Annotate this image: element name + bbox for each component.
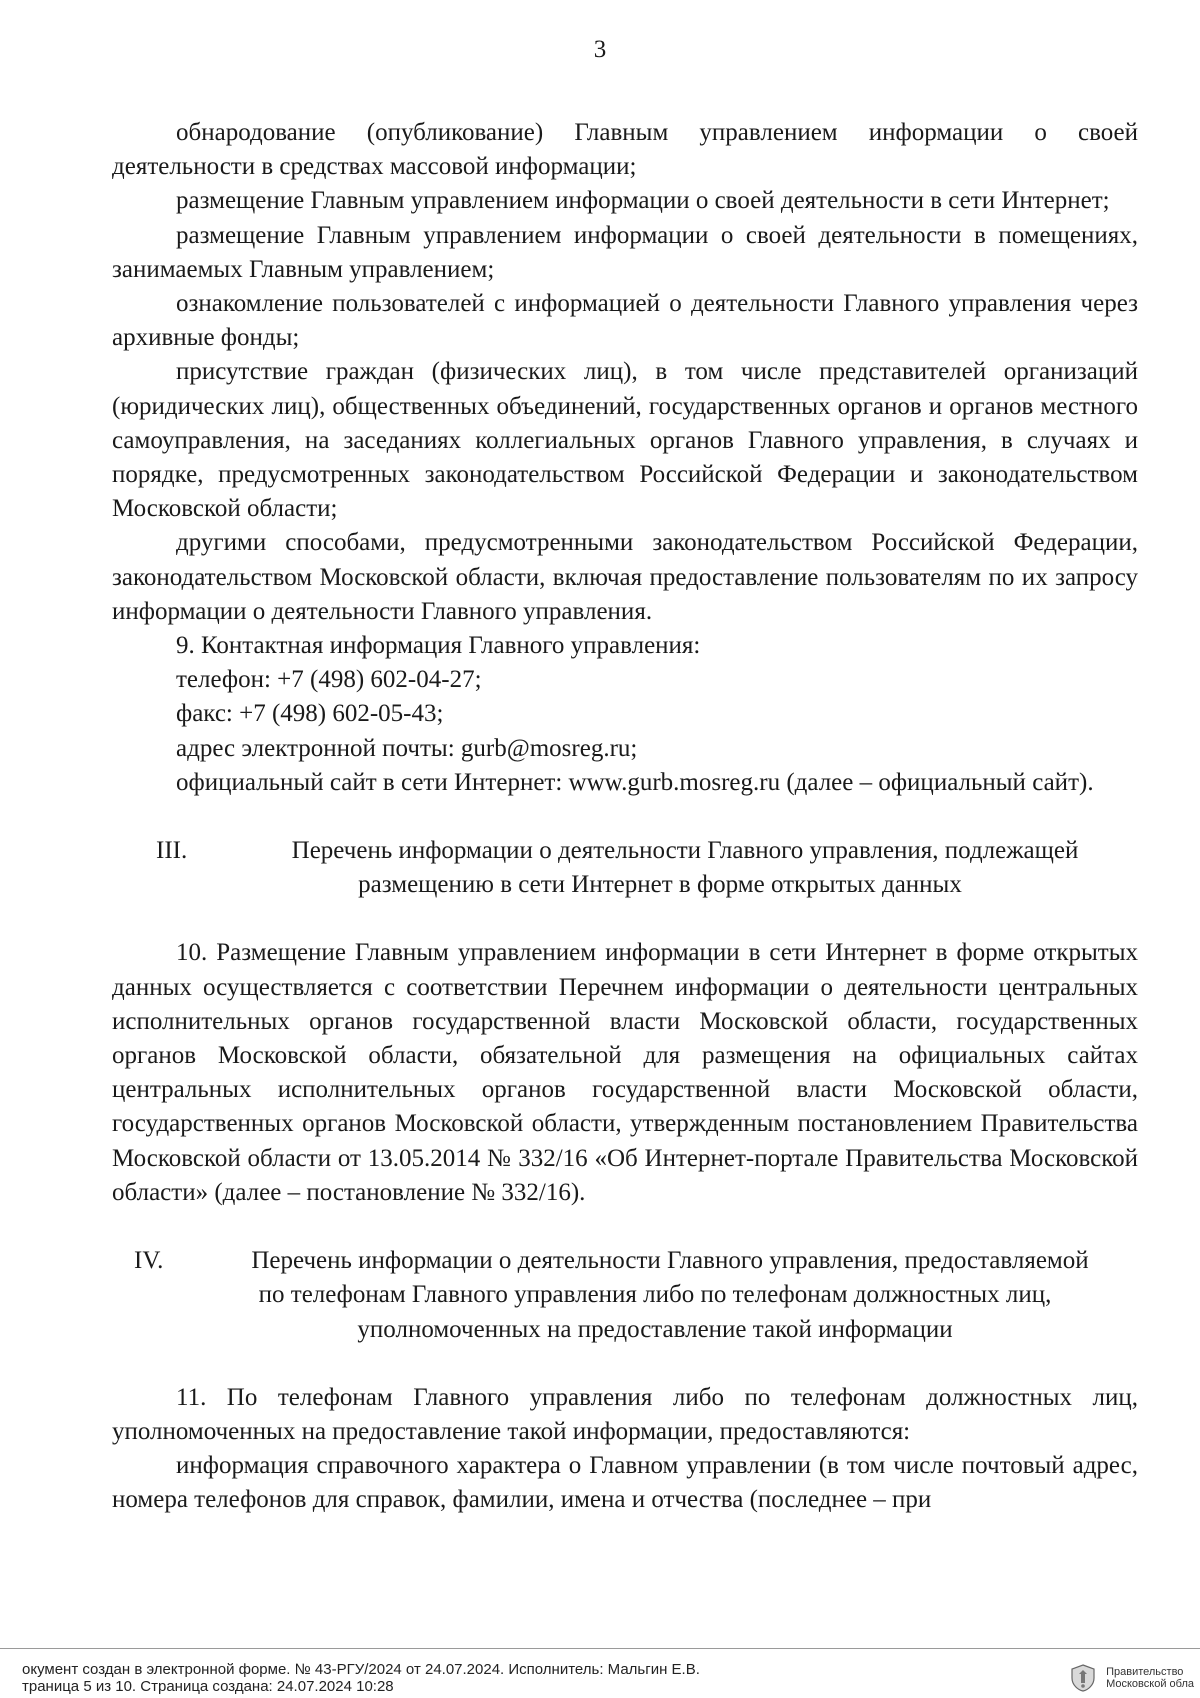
- logo-line: Правительство: [1106, 1666, 1184, 1678]
- footer-document-info: окумент создан в электронной форме. № 43-РГУ/2024 от 24.07.2024. Исполнитель: Мальгин Е.В.: [22, 1661, 700, 1678]
- footer-page-info: траница 5 из 10. Страница создана: 24.07.2024 10:28: [22, 1678, 394, 1695]
- section-title-line: Перечень информации о деятельности Главного управления, подлежащей: [291, 837, 1079, 865]
- contact-email: адрес электронной почты: gurb@mosreg.ru;: [176, 734, 638, 762]
- government-logo: [1068, 1663, 1194, 1693]
- section-title-line: по телефонам Главного управления либо по телефонам должностных лиц,: [258, 1281, 1052, 1309]
- logo-text: [1106, 1666, 1194, 1690]
- section-heading-3: [112, 834, 1138, 902]
- paragraph-internet-placement: размещение Главным управлением информации о своей деятельности в сети Интернет;: [176, 187, 1110, 215]
- paragraph-phone-info: 11. По телефонам Главного управления либо по телефонам должностных лиц, уполномоченных на предоставление такой информации, предоставляются:: [112, 1383, 1138, 1445]
- section-title-line: Перечень информации о деятельности Главного управления, предоставляемой: [251, 1247, 1089, 1275]
- contact-website: официальный сайт в сети Интернет: www.gurb.mosreg.ru (далее – официальный сайт).: [176, 768, 1094, 796]
- paragraph-citizen-presence: присутствие граждан (физических лиц), в том числе представителей организаций (юридических лиц), общественных объединений, государственных органов и органов местного самоуправления, на заседаниях коллегиальных органов Главного управления, в случаях и порядке, предусмотренных законодательством Российской Федерации и законодательством Московской области;: [112, 358, 1138, 523]
- logo-line: Московской обла: [1106, 1678, 1194, 1690]
- section-heading-4: [112, 1244, 1138, 1347]
- paragraph-archive-funds: ознакомление пользователей с информацией о деятельности Главного управления через архивные фонды;: [112, 290, 1138, 352]
- footer-text: [22, 1661, 700, 1695]
- page-number: 3: [593, 36, 607, 63]
- contact-phone: телефон: +7 (498) 602-04-27;: [176, 666, 482, 694]
- section-number: III.: [156, 837, 188, 865]
- document-body: [112, 116, 1138, 1518]
- contacts-heading: 9. Контактная информация Главного управления:: [176, 632, 701, 660]
- document-footer: [0, 1648, 1200, 1698]
- paragraph-open-data: 10. Размещение Главным управлением информации в сети Интернет в форме открытых данных осуществляется с соответствии Перечнем информации о деятельности центральных исполнительных органов государственной власти Московской области, государственных органов Московской области, обязательной для размещения на официальных сайтах центральных исполнительных органов государственной власти Московской области, государственных органов Московской области, утвержденным постановлением Правительства Московской области от 13.05.2014 № 332/16 «Об Интернет-портале Правительства Московской области» (далее – постановление № 332/16).: [112, 939, 1138, 1206]
- paragraph-publication-media: обнародование (опубликование) Главным управлением информации о своей деятельности в средствах массовой информации;: [112, 119, 1138, 181]
- coat-of-arms-icon: [1068, 1663, 1098, 1693]
- section-title-line: уполномоченных на предоставление такой информации: [357, 1315, 953, 1343]
- contact-fax: факс: +7 (498) 602-05-43;: [176, 700, 444, 728]
- paragraph-other-methods: другими способами, предусмотренными законодательством Российской Федерации, законодательством Московской области, включая предоставление пользователям по их запросу информации о деятельности Главного управления.: [112, 529, 1138, 625]
- section-number: IV.: [134, 1247, 164, 1275]
- paragraph-reference-info: информация справочного характера о Главном управлении (в том числе почтовый адрес, номера телефонов для справок, фамилии, имена и отчества (последнее – при: [112, 1452, 1138, 1514]
- section-title-line: размещению в сети Интернет в форме открытых данных: [358, 871, 962, 899]
- paragraph-premises-placement: размещение Главным управлением информации о своей деятельности в помещениях, занимаемых Главным управлением;: [112, 221, 1138, 283]
